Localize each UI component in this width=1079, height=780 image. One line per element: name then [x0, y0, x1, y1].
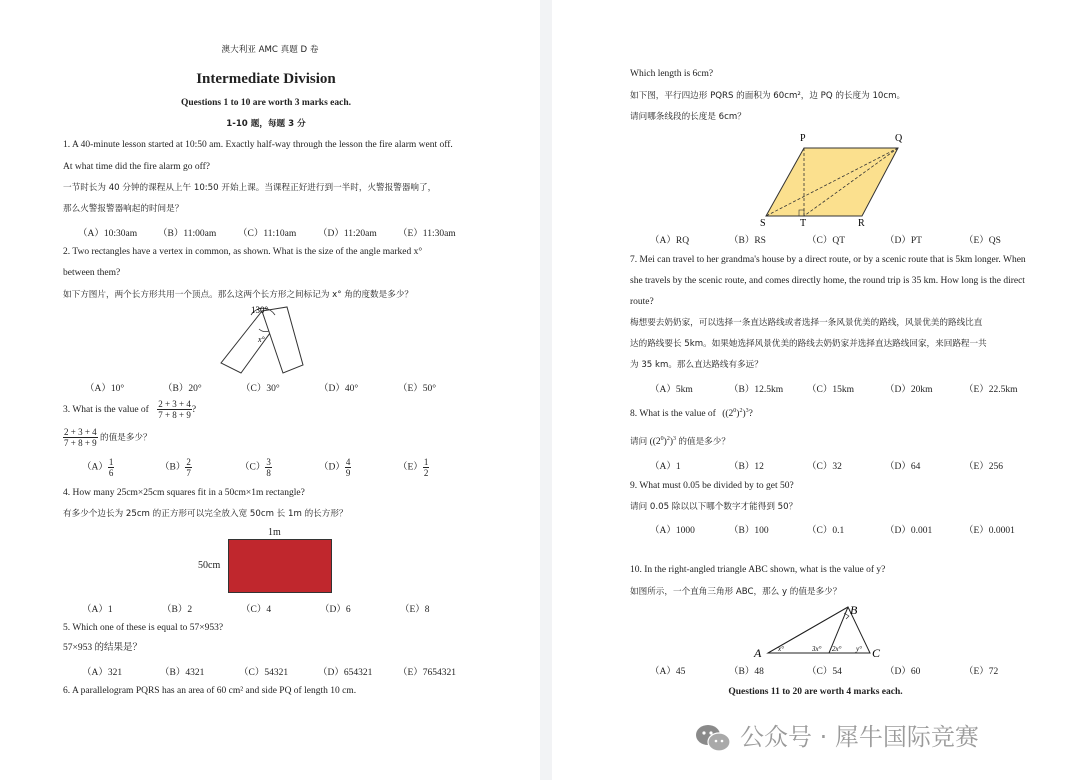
q6-text: 6. A parallelogram PQRS has an area of 60 cm² and side PQ of length 10 cm.	[63, 686, 357, 696]
q4-rectangle	[228, 539, 332, 593]
q8-text: 8. What is the value of $((2^0)^2)^3$?	[630, 408, 753, 420]
q10-label-c: C	[872, 646, 881, 660]
q6-option-d[interactable]: （D）PT	[885, 236, 922, 246]
q1-option-c[interactable]: （C）11:10am	[238, 229, 297, 239]
q6-label-p: P	[800, 133, 806, 144]
q8-base-cn: 2	[655, 437, 661, 448]
q7-option-c[interactable]: （C）15km	[807, 385, 854, 395]
q3-numerator-cn: 2 + 3 + 4	[64, 427, 97, 438]
page-title: Intermediate Division	[196, 71, 336, 87]
q8-exp2-cn: 3	[673, 436, 676, 442]
q10-label-b: B	[850, 603, 858, 617]
q6-text-cn-2: 请问哪条线段的长度是 6cm？	[630, 112, 746, 122]
q10-label-y: y°	[856, 645, 862, 653]
q4-option-a[interactable]: （A）1	[82, 605, 113, 615]
q8-option-e[interactable]: （E）256	[964, 462, 1004, 472]
q8-suffix-cn: 的值是多少？	[678, 437, 730, 448]
q4-option-e[interactable]: （E）8	[400, 605, 430, 615]
q3-option-a-num: 1	[108, 457, 114, 467]
q9-option-a[interactable]: （A）1000	[650, 526, 695, 536]
q5-text-cn: 57×953 的结果是？	[63, 643, 142, 653]
q2-angle-label: 130°	[251, 305, 269, 315]
q6-option-e[interactable]: （E）QS	[964, 236, 1001, 246]
right-page	[552, 0, 1079, 780]
q9-option-b[interactable]: （B）100	[729, 526, 769, 536]
q7-text-cn-3: 为 35 km。那么直达路线有多远？	[630, 360, 763, 370]
q8-qmark: ?	[748, 409, 753, 420]
q7-text-cn: 梅想要去奶奶家，可以选择一条直达路线或者选择一条风景优美的路线，风景优美的路线比直	[630, 318, 983, 328]
q9-option-e[interactable]: （E）0.0001	[964, 526, 1015, 536]
q5-option-b[interactable]: （B）4321	[160, 668, 205, 678]
q6-parallelogram-diagram	[752, 128, 922, 228]
q6-option-a[interactable]: （A）RQ	[650, 236, 690, 246]
q5-option-c[interactable]: （C）54321	[239, 668, 289, 678]
q2-option-c[interactable]: （C）30°	[241, 384, 280, 394]
q3-option-b-label: （B）	[160, 462, 186, 473]
q10-label-x: x°	[778, 645, 784, 653]
q2-option-d[interactable]: （D）40°	[319, 384, 359, 394]
q8-prefix: 8. What is the value of	[630, 409, 716, 420]
q7-text-3: route?	[630, 297, 654, 307]
q3-qmark: ?	[191, 405, 197, 415]
section-heading-cn: 1-10 题，每题 3 分	[226, 119, 306, 129]
q1-option-b[interactable]: （B）11:00am	[158, 229, 217, 239]
q2-option-a[interactable]: （A）10°	[85, 384, 125, 394]
q2-text-cn: 如下方图片，两个长方形共用一个顶点。那么这两个长方形之间标记为 x° 角的度数是多少？	[63, 290, 414, 300]
q4-text-cn: 有多少个边长为 25cm 的正方形可以完全放入宽 50cm 长 1m 的长方形？	[63, 509, 348, 519]
q2-text-2: between them?	[63, 268, 121, 278]
q2-option-b[interactable]: （B）20°	[163, 384, 202, 394]
q8-base: 2	[728, 409, 734, 420]
q3-option-d-num: 4	[345, 457, 351, 467]
q6-label-r: R	[858, 218, 865, 228]
q10-label-a: A	[754, 646, 762, 660]
q1-option-e[interactable]: （E）11:30am	[398, 229, 456, 239]
q6-text-2: Which length is 6cm?	[630, 69, 714, 79]
page-header: 澳大利亚 AMC 真题 D 卷	[221, 45, 319, 55]
q10-text: 10. In the right-angled triangle ABC shown, what is the value of y?	[630, 565, 886, 575]
q5-text: 5. Which one of these is equal to 57×953?	[63, 623, 224, 633]
q6-text-cn: 如下图，平行四边形 PQRS 的面积为 60cm²，边 PQ 的长度为 10cm。	[630, 91, 906, 101]
q3-denominator: 7 + 8 + 9	[158, 410, 191, 421]
q3-option-d-den: 9	[345, 468, 351, 478]
q3-suffix-cn: 的值是多少？	[100, 433, 152, 443]
q8-option-b[interactable]: （B）12	[729, 462, 764, 472]
q8-exp1-cn: 2	[666, 436, 670, 442]
q9-option-c[interactable]: （C）0.1	[807, 526, 845, 536]
q4-option-b[interactable]: （B）2	[162, 605, 193, 615]
q3-option-a-label: （A）	[82, 462, 108, 473]
section-footer: Questions 11 to 20 are worth 4 marks each.	[728, 687, 903, 697]
q10-label-2x: 2x°	[832, 645, 842, 653]
q1-text-cn: 一节时长为 40 分钟的课程从上午 10:50 开始上课。当课程正好进行到一半时，火警报警器响了，	[63, 183, 437, 193]
q2-text: 2. Two rectangles have a vertex in common, as shown. What is the size of the angle marked x°	[63, 247, 423, 257]
q5-option-e[interactable]: （E）7654321	[398, 668, 457, 678]
q3-fraction	[157, 399, 192, 420]
q9-text-cn: 请问 0.05 除以以下哪个数字才能得到 50？	[630, 502, 798, 512]
q7-option-a[interactable]: （A）5km	[650, 385, 693, 395]
q8-exp2: 3	[745, 408, 749, 414]
q7-text-2: she travels by the scenic route, and comes directly home, the round trip is 35 km. How long is the direct	[630, 276, 1025, 286]
q3-option-e-num: 1	[423, 457, 429, 467]
watermark	[690, 718, 1060, 758]
q6-label-t: T	[800, 218, 807, 228]
q3-option-d[interactable]	[319, 457, 351, 478]
q3-text-cn	[63, 426, 152, 450]
q5-option-a[interactable]: （A）321	[82, 668, 123, 678]
q3-option-a[interactable]	[82, 457, 114, 478]
q10-label-3x: 3x°	[812, 645, 822, 653]
q4-top-label: 1m	[268, 527, 281, 538]
q1-text: 1. A 40-minute lesson started at 10:50 am. Exactly half-way through the lesson the fire alarm went off.	[63, 140, 453, 150]
q2-option-e[interactable]: （E）50°	[398, 384, 437, 394]
q7-option-e[interactable]: （E）22.5km	[964, 385, 1018, 395]
q9-option-d[interactable]: （D）0.001	[885, 526, 933, 536]
q7-option-b[interactable]: （B）12.5km	[729, 385, 784, 395]
q3-option-e-den: 2	[423, 468, 429, 478]
q9-text: 9. What must 0.05 be divided by to get 50?	[630, 481, 794, 491]
q3-option-b-den: 7	[186, 468, 191, 478]
q3-text	[63, 398, 196, 422]
q3-numerator: 2 + 3 + 4	[158, 399, 191, 410]
q3-option-e-label: （E）	[398, 462, 423, 473]
q8-exp1: 2	[739, 408, 743, 414]
q8-exp0: 0	[733, 408, 737, 414]
q7-text: 7. Mei can travel to her grandma's house by a direct route, or by a scenic route that is 5km longer. When	[630, 255, 1026, 265]
wechat-icon	[694, 722, 732, 754]
q10-option-a[interactable]: （A）45	[650, 667, 686, 677]
q4-option-d[interactable]: （D）6	[320, 605, 351, 615]
watermark-text: 公众号 · 犀牛国际竞赛	[740, 723, 979, 751]
q10-option-c[interactable]: （C）54	[807, 667, 842, 677]
q8-option-a[interactable]: （A）1	[650, 462, 681, 472]
q8-option-c[interactable]: （C）32	[807, 462, 842, 472]
q2-rectangles-diagram	[215, 303, 325, 375]
q8-exp0-cn: 0	[660, 436, 664, 442]
q7-text-cn-2: 达的路线要长 5km。如果她选择风景优美的路线去奶奶家并选择直达路线回家，来回路程一共	[630, 339, 987, 349]
q1-option-d[interactable]: （D）11:20am	[318, 229, 377, 239]
q10-option-d[interactable]: （D）60	[885, 667, 921, 677]
q8-text-cn: 请问 $((2^0)^2)^3$ 的值是多少？	[630, 436, 730, 448]
q3-option-b-num: 2	[186, 457, 191, 467]
q1-option-a[interactable]: （A）10:30am	[78, 229, 138, 239]
q8-option-d[interactable]: （D）64	[885, 462, 921, 472]
q10-text-cn: 如图所示，一个直角三角形 ABC，那么 y 的值是多少？	[630, 587, 842, 597]
q10-triangle-diagram	[732, 597, 902, 663]
q3-option-c-label: （C）	[240, 462, 266, 473]
q10-option-e[interactable]: （E）72	[964, 667, 999, 677]
q8-prefix-cn: 请问	[630, 437, 648, 448]
q3-option-e[interactable]	[398, 457, 429, 478]
q3-option-d-label: （D）	[319, 462, 345, 473]
q3-fraction-cn	[63, 427, 98, 448]
q3-denominator-cn: 7 + 8 + 9	[64, 438, 97, 449]
q6-label-s: S	[760, 218, 766, 228]
q4-option-c[interactable]: （C）4	[241, 605, 272, 615]
q6-option-c[interactable]: （C）QT	[807, 236, 846, 246]
q1-text-2: At what time did the fire alarm go off?	[63, 162, 211, 172]
q3-option-c-num: 3	[266, 457, 271, 467]
q4-side-label: 50cm	[198, 560, 221, 571]
q3-option-c[interactable]	[240, 457, 272, 478]
q5-option-d[interactable]: （D）654321	[318, 668, 373, 678]
q3-option-a-den: 6	[108, 468, 114, 478]
q7-option-d[interactable]: （D）20km	[885, 385, 933, 395]
q2-x-label: x°	[258, 335, 265, 344]
q3-option-c-den: 8	[266, 468, 271, 478]
q6-option-b[interactable]: （B）RS	[729, 236, 766, 246]
q4-text: 4. How many 25cm×25cm squares fit in a 50cm×1m rectangle?	[63, 488, 305, 498]
q3-prefix: 3. What is the value of	[63, 405, 149, 415]
q10-option-b[interactable]: （B）48	[729, 667, 764, 677]
q6-label-q: Q	[895, 133, 903, 144]
q1-text-cn-2: 那么火警报警器响起的时间是？	[63, 204, 184, 214]
section-heading: Questions 1 to 10 are worth 3 marks each.	[180, 98, 352, 108]
q3-option-b[interactable]	[160, 457, 192, 478]
